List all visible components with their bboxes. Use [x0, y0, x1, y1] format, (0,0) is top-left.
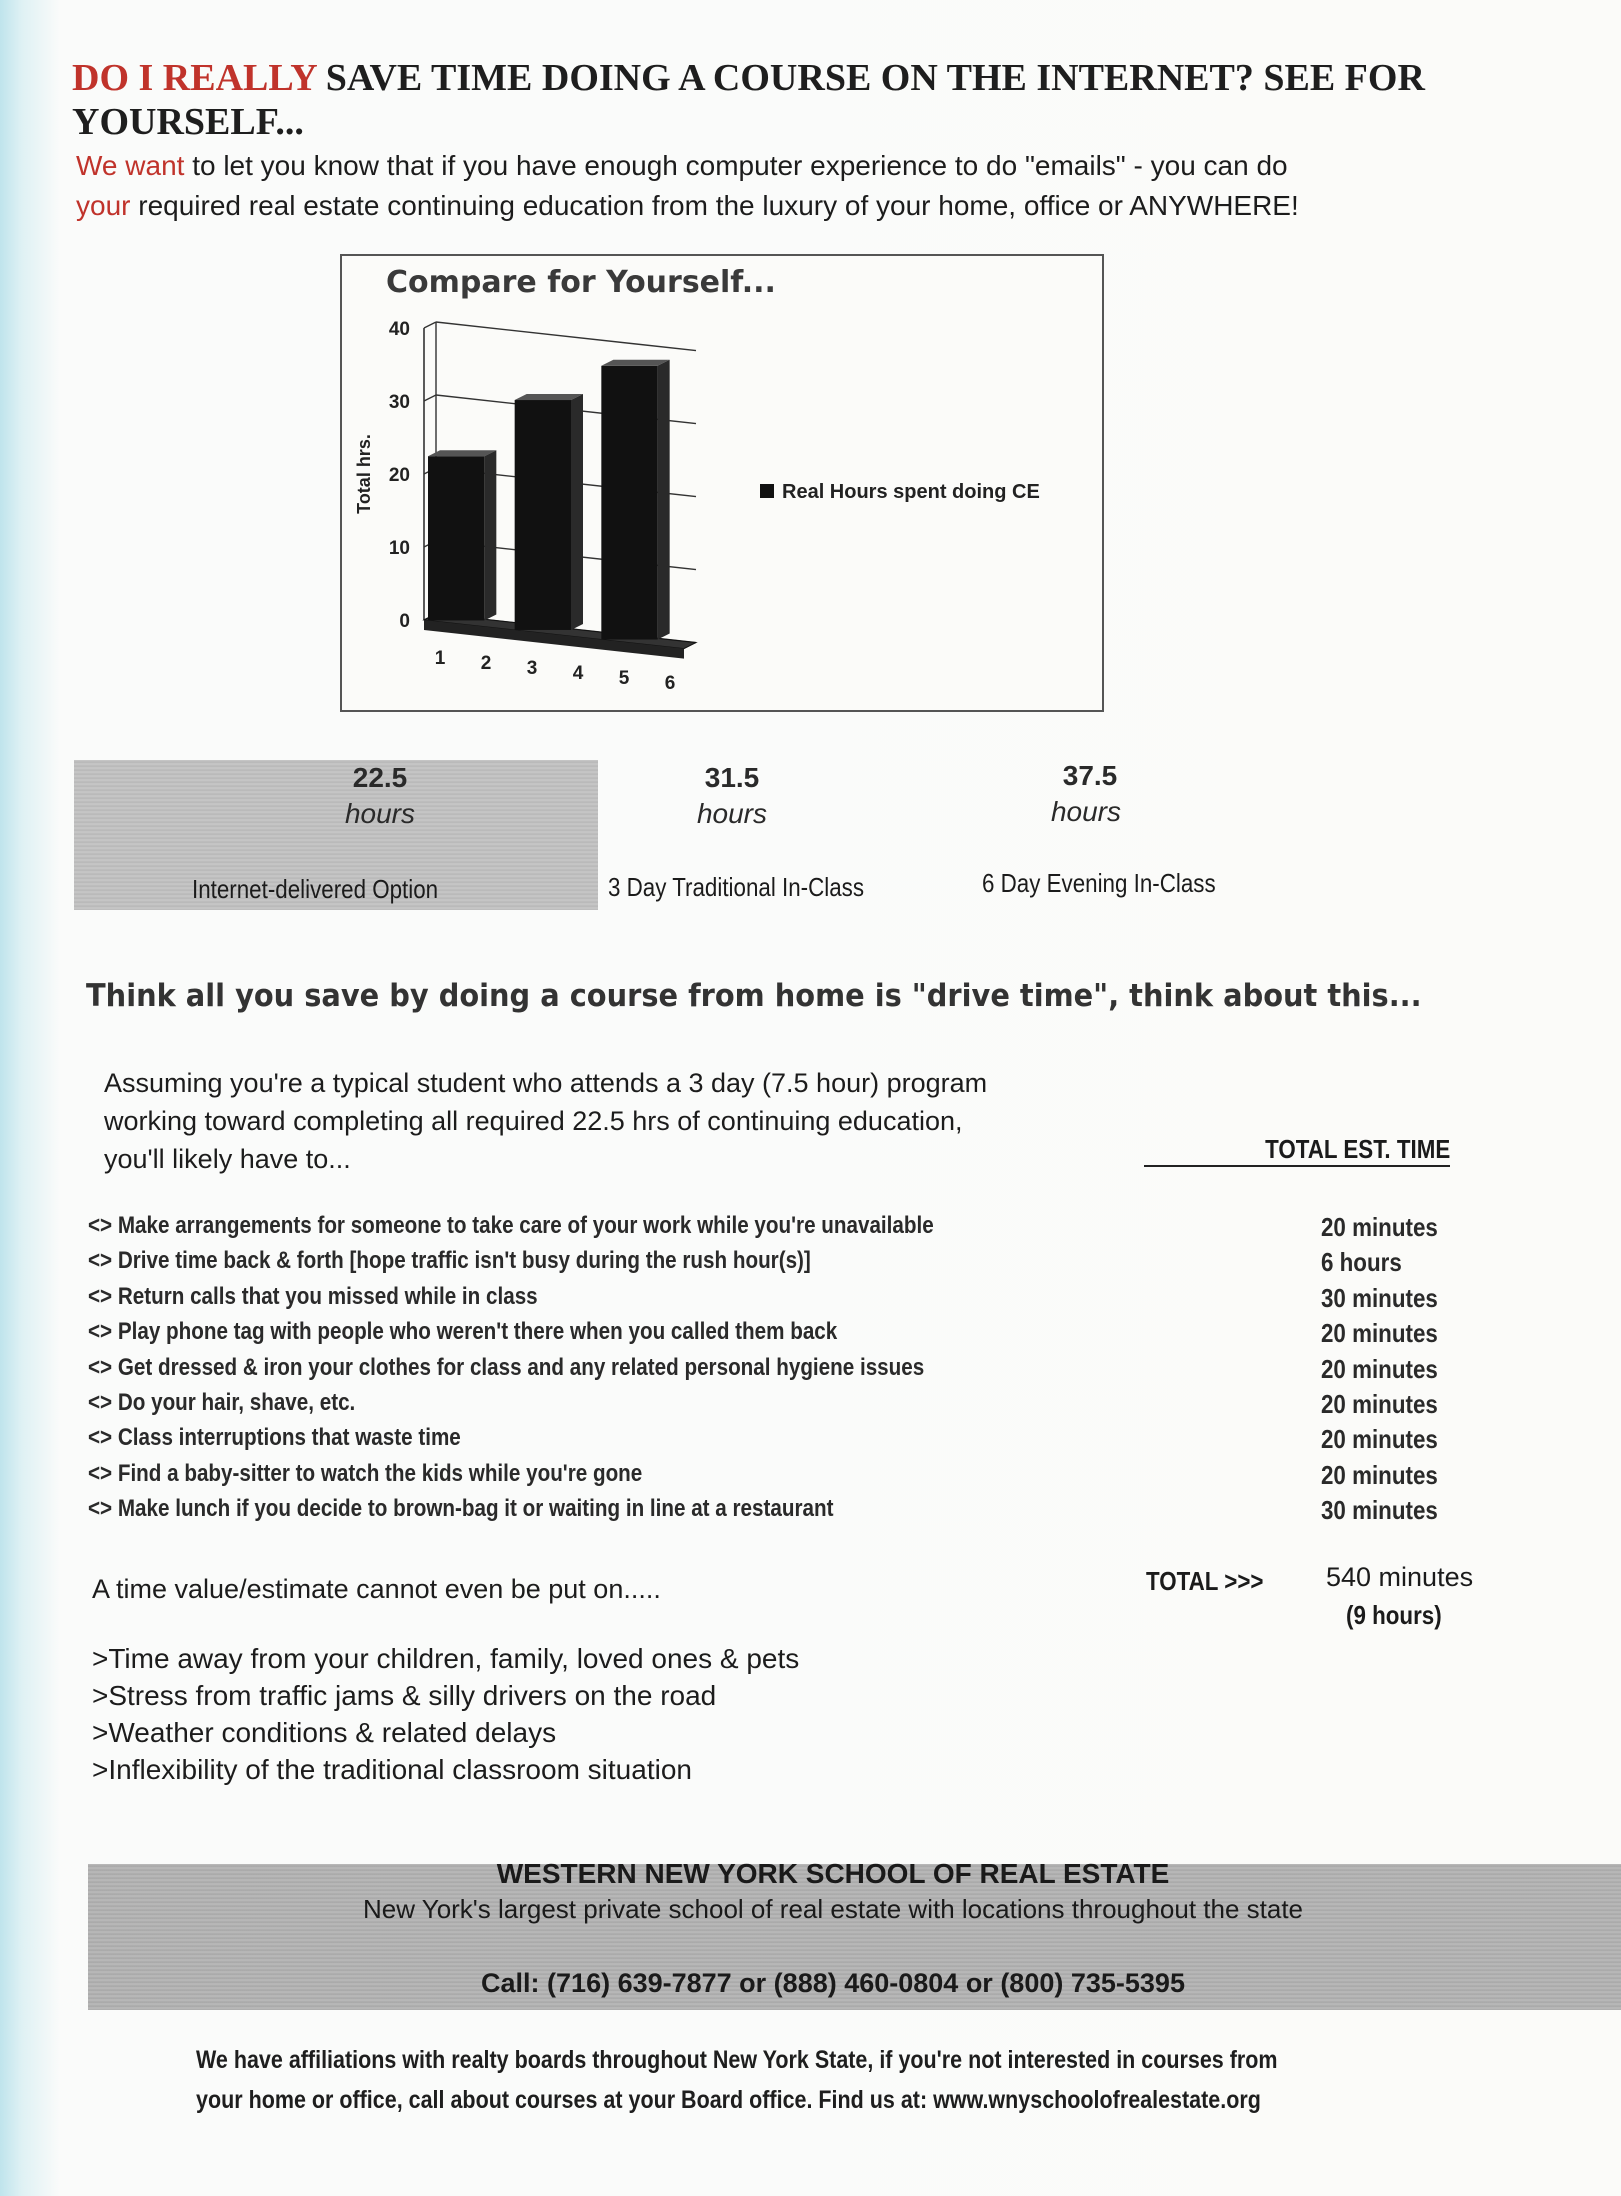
task-text: <> Do your hair, shave, etc. — [88, 1388, 356, 1416]
task-text: <> Drive time back & forth [hope traffic isn't busy during the rush hour(s)] — [88, 1247, 811, 1275]
task-row — [88, 1389, 1588, 1424]
y-tick-label: 40 — [388, 319, 410, 340]
assumption-line-1: Assuming you're a typical student who attends a 3 day (7.5 hour) program — [104, 1068, 988, 1098]
x-tick-label: 2 — [480, 653, 492, 674]
task-list — [88, 1212, 1588, 1531]
x-tick-label: 4 — [572, 663, 584, 684]
footer-line-2: your home or office, call about courses at your Board office. Find us at: www.wnyschoolofrealestate.org — [196, 2086, 1261, 2114]
school-name: WESTERN NEW YORK SCHOOL OF REAL ESTATE — [496, 1858, 1170, 1889]
task-row — [88, 1460, 1588, 1495]
intro-line1: to let you know that if you have enough computer experience to do "emails" - you can do — [192, 150, 1288, 181]
y-tick-label: 20 — [388, 465, 410, 486]
footer-note — [196, 2040, 1496, 2120]
total-est-time-header: TOTAL EST. TIME — [1144, 1134, 1450, 1167]
intangibles-list — [92, 1640, 1192, 1788]
intangible-item: >Time away from your children, family, loved ones & pets — [92, 1643, 800, 1674]
x-tick-label: 5 — [618, 668, 630, 689]
bar-top — [601, 360, 669, 366]
chart-y-axis-label: Total hrs. — [354, 434, 374, 514]
bar-chart — [340, 254, 1104, 712]
headline-rest: SAVE TIME DOING A COURSE ON THE INTERNET? SEE FOR YOURSELF... — [72, 57, 1425, 143]
intro-line2: required real estate continuing education from the luxury of your home, office or ANYWHERE! — [138, 190, 1299, 221]
task-row — [88, 1283, 1588, 1318]
task-text: <> Make arrangements for someone to take care of your work while you're unavailable — [88, 1212, 934, 1239]
comparison-value-3: 37.5 — [1062, 760, 1118, 791]
comparison-unit-2: hours — [696, 798, 768, 829]
comparison-value-1: 22.5 — [352, 762, 408, 793]
bar — [601, 366, 657, 640]
y-tick-label: 0 — [399, 611, 410, 632]
bar-top — [515, 394, 583, 400]
intangible-item: >Weather conditions & related delays — [92, 1717, 557, 1748]
legend-label: Real Hours spent doing CE — [782, 481, 1040, 503]
task-text: <> Find a baby-sitter to watch the kids while you're gone — [88, 1459, 643, 1487]
task-text: <> Play phone tag with people who weren't there when you called them back — [88, 1318, 838, 1346]
comparison-label-3: 6 Day Evening In-Class — [982, 868, 1216, 898]
intangible-item: >Inflexibility of the traditional classroom situation — [92, 1754, 692, 1785]
phone-numbers: Call: (716) 639-7877 or (888) 460-0804 or (800) 735-5395 — [481, 1968, 1185, 1998]
task-row — [88, 1354, 1588, 1389]
headline-red-part: DO I REALLY — [72, 57, 317, 99]
assumption-paragraph — [104, 1064, 1144, 1178]
footer-line-1: We have affiliations with realty boards throughout New York State, if you're not interested in courses from — [196, 2046, 1278, 2074]
task-time: 30 minutes — [1321, 1495, 1438, 1526]
bar-side — [571, 394, 583, 630]
gridline — [436, 322, 696, 351]
task-row — [88, 1495, 1588, 1530]
page-headline — [72, 56, 1572, 144]
comparison-label-2: 3 Day Traditional In-Class — [608, 872, 865, 902]
task-time: 20 minutes — [1321, 1212, 1438, 1242]
intro-line1-red: We want — [76, 150, 185, 181]
comparison-value-2: 31.5 — [704, 762, 760, 793]
bar-top — [428, 450, 496, 456]
assumption-line-3: you'll likely have to... — [104, 1144, 351, 1174]
task-text: <> Make lunch if you decide to brown-bag it or waiting in line at a restaurant — [88, 1495, 834, 1523]
task-time: 30 minutes — [1321, 1282, 1438, 1313]
task-time: 20 minutes — [1321, 1388, 1438, 1419]
task-text: <> Get dressed & iron your clothes for class and any related personal hygiene issues — [88, 1353, 925, 1381]
total-label: TOTAL >>> — [1146, 1566, 1264, 1596]
comparison-unit-1: hours — [344, 798, 416, 829]
y-tick-label: 30 — [388, 392, 410, 413]
legend-swatch — [760, 484, 774, 498]
intro-line2-red: your — [76, 190, 131, 221]
task-time: 20 minutes — [1321, 1353, 1438, 1384]
task-time: 20 minutes — [1321, 1424, 1438, 1455]
gridline-side — [424, 395, 436, 401]
cannot-estimate-text: A time value/estimate cannot even be put on..... — [92, 1574, 661, 1604]
intangible-item: >Stress from traffic jams & silly drivers on the road — [92, 1680, 717, 1711]
bar — [428, 456, 484, 620]
task-time: 6 hours — [1321, 1247, 1402, 1278]
task-row — [88, 1247, 1588, 1282]
task-row — [88, 1212, 1588, 1247]
task-row — [88, 1424, 1588, 1459]
bar-side — [484, 450, 496, 620]
school-tagline: New York's largest private school of real estate with locations throughout the state — [362, 1894, 1304, 1924]
comparison-label-1: Internet-delivered Option — [192, 874, 439, 904]
x-tick-label: 6 — [664, 673, 676, 694]
bar-side — [658, 360, 670, 640]
intro-paragraph — [76, 146, 1496, 226]
task-text: <> Class interruptions that waste time — [88, 1424, 461, 1452]
x-tick-label: 3 — [526, 658, 538, 679]
chart-title: Compare for Yourself... — [386, 265, 776, 300]
task-time: 20 minutes — [1321, 1318, 1438, 1349]
bar — [515, 400, 571, 630]
gridline-side — [424, 322, 436, 328]
section-subheading: Think all you save by doing a course from home is "drive time", think about this... — [86, 978, 1422, 1014]
task-row — [88, 1318, 1588, 1353]
total-hours: (9 hours) — [1346, 1600, 1442, 1630]
assumption-line-2: working toward completing all required 22.5 hrs of continuing education, — [104, 1106, 963, 1136]
y-tick-label: 10 — [388, 538, 410, 559]
x-tick-label: 1 — [434, 648, 446, 669]
task-time: 20 minutes — [1321, 1459, 1438, 1490]
task-text: <> Return calls that you missed while in class — [88, 1282, 538, 1310]
comparison-unit-3: hours — [1050, 796, 1122, 827]
total-minutes: 540 minutes — [1326, 1562, 1474, 1592]
